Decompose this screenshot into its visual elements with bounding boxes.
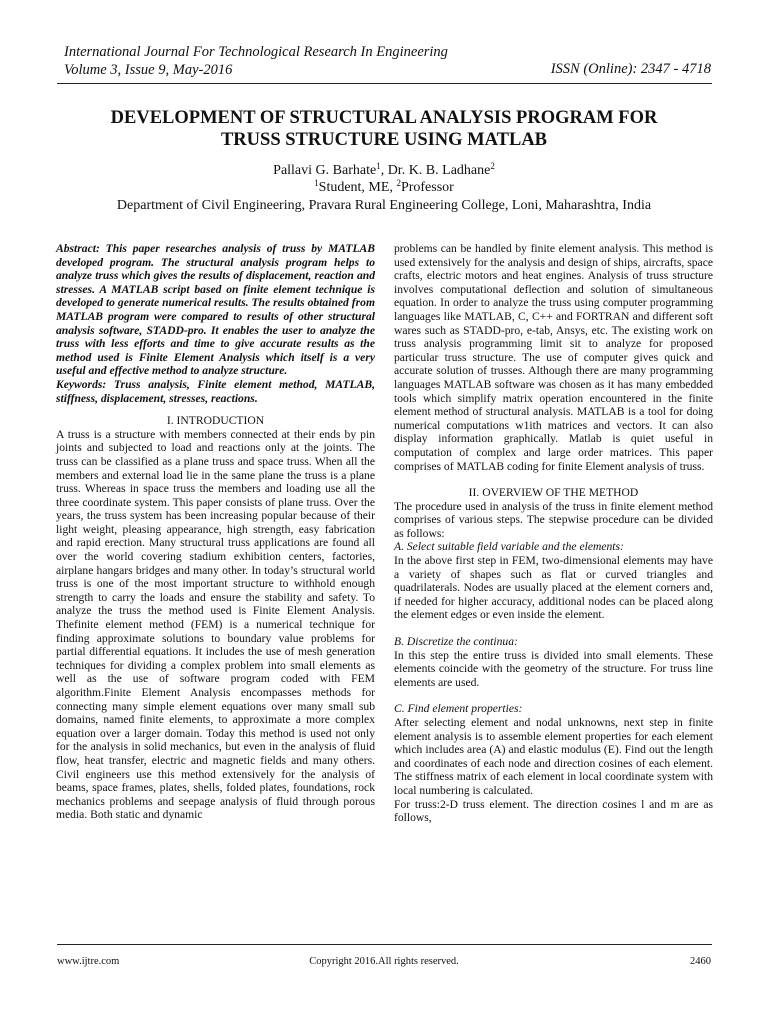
left-column — [56, 242, 375, 822]
paper-title — [40, 107, 728, 151]
footer-rule — [57, 944, 712, 945]
subsection-c-heading: C. Find element properties: — [394, 702, 523, 716]
title-line-1: DEVELOPMENT OF STRUCTURAL ANALYSIS PROGRAM FOR — [110, 108, 658, 128]
title-line-2: TRUSS STRUCTURE USING MATLAB — [220, 130, 548, 150]
page-number: 2460 — [690, 956, 711, 967]
subsection-b-heading: B. Discretize the continua: — [394, 635, 518, 649]
role-1-sup: 1 — [314, 178, 319, 188]
subsection-c-text-2: For truss:2-D truss element. The direction cosines l and m are as follows, — [394, 797, 713, 825]
introduction-continued: problems can be handled by finite element analysis. This method is used extensively for the analysis and design of ships, aircrafts, space crafts, electric motors and heat engines. Analysis of truss structure involves computational deflection and solution of simultaneous equation. In order to analyze the truss using computer programming languages like MATLAB, C, C++ and FORTRAN and different soft wares such as STADD-pro, e-tab, Ansys, etc. The existing work on truss analysis programming limit sit to analyze for proposed particular truss structure. The use of computer gives quick and accurate solution of trusses. Although there are many programming languages MATLAB software was chosen as it has many embedded tools which simplify matrix operation encountered in the finite element method of structural analysis. MATLAB is a tool for doing numerical computations w1ith matrices and vectors. It can also display information graphically. Matlab is quiet useful in computation of complex and large order matrices. This paper comprises of MATLAB coding for finite Element analysis of truss. — [394, 242, 713, 473]
section-heading-overview: II. OVERVIEW OF THE METHOD — [468, 486, 639, 500]
issn: ISSN (Online): 2347 - 4718 — [550, 61, 711, 77]
subsection-b-text: In this step the entire truss is divided into small elements. These elements coincide with the geometry of the structure. For truss line elements are used. — [394, 648, 713, 689]
role-2-sup: 2 — [396, 178, 401, 188]
role-1: Student, ME, — [318, 180, 397, 195]
authors-line — [40, 163, 728, 179]
keywords: Keywords: Truss analysis, Finite element method, MATLAB, stiffness, displacement, stresses, reactions. — [56, 377, 375, 405]
footer-website: www.ijtre.com — [57, 956, 120, 967]
author-2: Dr. K. B. Ladhane — [387, 163, 491, 178]
subsection-a-text: In the above first step in FEM, two-dimensional elements may have a variety of shapes such as flat or curved triangles and quadrilaterals. Nodes are usually placed at the element corners and, if needed for higher accuracy, additional nodes can be placed along the element edges or even inside the element. — [394, 554, 713, 622]
footer-copyright: Copyright 2016.All rights reserved. — [309, 956, 459, 967]
right-column — [394, 242, 713, 825]
header-rule — [57, 83, 712, 84]
author-1: Pallavi G. Barhate — [273, 163, 377, 178]
author-1-sup: 1 — [376, 161, 381, 171]
subsection-c-text: After selecting element and nodal unknowns, next step in finite element analysis is to assemble element properties for each element which includes area (A) and elastic modulus (E). Find out the length and coordinates of each node and direction cosines of each element. The stiffness matrix of each element in local coordinate system with local numbering is calculated. — [394, 716, 713, 797]
author-separator: , — [380, 163, 388, 178]
overview-text: The procedure used in analysis of the truss in finite element method comprises of various steps. The stepwise procedure can be divided as follows: — [394, 499, 713, 540]
introduction-text: A truss is a structure with members connected at their ends by pin joints and subjected to load and reactions only at the joints. The truss can be classified as a plane truss and space truss. When all the members and external load lie in the same plane the truss is a plane truss. Whereas in space truss the members and loading use all the three coordinate system. This paper consists of plane truss. Over the years, the truss system has been increasing popular because of their light weight, pleasing appearance, high strength, easy fabrication and rapid erection. Many structural truss applications are found all over the world covering stadium exhibition centers, factories, airplane hangars bridges and many other. In today’s structural world truss is one of the most important structure to withhold enough strength to carry the loads and ensure the stability and safety. To analyze the truss the method used is Finite Element Analysis. Thefinite element method (FEM) is a numerical technique for finding approximate solutions to boundary value problems for partial differential equations. It includes the use of mesh generation techniques for dividing a complex problem into small elements as well as the use of software program coded with FEM algorithm.Finite Element Analysis encompasses methods for connecting many simple element equations over many small sub domains, named finite elements, to approximate a more complex equation over a larger domain. Today this method is used not only for the analysis in solid mechanics, but even in the analysis of fluid flow, heat transfer, electric and magnetic fields and many others. Civil engineers use this method extensively for the analysis of beams, space frames, plates, shells, folded plates, foundations, rock mechanics problems and seepage analysis of fluid through porous media. Both static and dynamic — [56, 427, 375, 822]
roles-line — [40, 180, 728, 196]
volume-issue: Volume 3, Issue 9, May-2016 — [64, 62, 233, 78]
abstract: Abstract: This paper researches analysis of truss by MATLAB developed program. The structural analysis program helps to analyze truss which gives the results of displacement, reaction and stresses. A MATLAB script based on finite element technique is developed to generate numerical results. The results obtained from MATLAB program were compared to results of other structural analysis software, STADD-pro. It enables the user to analyze the truss with less efforts and time to give accurate results as the method used is Finite Element Analysis which itself is a very useful and effective method to analyze structure. — [56, 242, 375, 378]
subsection-a-heading: A. Select suitable field variable and the elements: — [394, 540, 624, 554]
author-2-sup: 2 — [490, 161, 495, 171]
affiliation: Department of Civil Engineering, Pravara Rural Engineering College, Loni, Maharashtra, India — [116, 198, 652, 213]
journal-name: International Journal For Technological Research In Engineering — [64, 44, 448, 60]
role-2: Professor — [400, 180, 454, 195]
section-heading-introduction: I. INTRODUCTION — [166, 414, 265, 428]
